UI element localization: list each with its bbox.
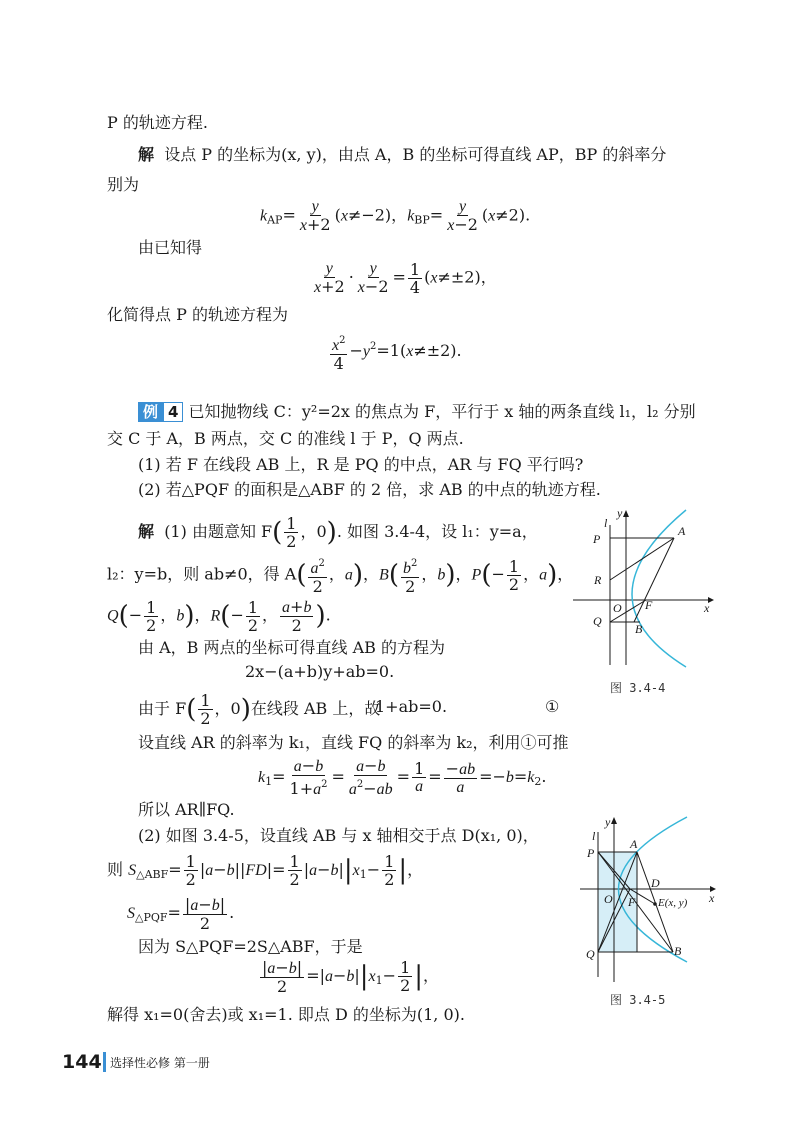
points-line2: Q(− $\frac{1}{2}$ ，b)，R(− $\frac{1}{2}$ ， $\frac{a+b}{2}$ ). <box>107 597 331 635</box>
svg-text:O: O <box>604 892 613 906</box>
example-badge: 例 <box>138 402 163 422</box>
y-axis-arrow <box>623 510 629 517</box>
svg-text:B: B <box>674 944 682 958</box>
points-lead: l₂：y=b，则 ab≠0，得 A <box>107 564 297 584</box>
solution-line1b: 别为 <box>107 175 140 194</box>
since-tail: 在线段 AB 上，故 <box>250 699 381 718</box>
locus-formula: $\frac{x^2}{4}$ $-y^2=1(x\ne\pm 2)$. <box>328 330 462 372</box>
svg-text:E(x, y): E(x, y) <box>658 897 688 909</box>
slope-derivation: $k_1=$ $\frac{a-b}{1+a^2}$ = $\frac{a-b}{a^2-ab}$ = $\frac{1}{a}$ = $\frac{-ab}{a}$ $=-b=k_2$. <box>258 756 547 798</box>
solution-text: 设点 P 的坐标为(x, y)，由点 A，B 的坐标可得直线 AP，BP 的斜率分 <box>164 145 667 164</box>
figure-3-4-5 <box>575 812 725 987</box>
solution-line1 <box>138 145 666 165</box>
svg-text:A: A <box>678 524 686 538</box>
simplify-line: 化简得点 P 的轨迹方程为 <box>107 305 288 324</box>
y-axis-arrow-2 <box>611 817 617 824</box>
equation-marker-1: ① <box>545 697 560 716</box>
footer-divider <box>103 1052 106 1072</box>
figure-3-4-4-caption: 图 3.4-4 <box>610 681 666 695</box>
solution-keyword-2: 解 <box>138 522 155 541</box>
solution-part1-lead: (1) 由题意知 F <box>164 522 273 541</box>
solution-part1-tail: . 如图 3.4-4，设 l₁：y=a， <box>336 522 538 541</box>
book-title: 选择性必修 第一册 <box>110 1056 210 1070</box>
figure-3-4-4 <box>568 505 718 670</box>
svg-text:F: F <box>645 598 653 612</box>
since-line: 由于 F( $\frac{1}{2}$ ，0)在线段 AB 上，故 <box>138 691 381 728</box>
svg-text:R: R <box>594 573 602 587</box>
svg-text:B: B <box>635 622 643 636</box>
svg-text:F: F <box>628 895 636 909</box>
svg-text:l: l <box>604 516 608 530</box>
points-line1: l₂：y=b，则 ab≠0，得 A( $\frac{a^2}{2}$ ，a)，B( $\frac{b^2}{2}$ ，b)，P(− $\frac{1}{2}$ ，a)， <box>107 556 574 596</box>
area-pqf: $S_{\triangle PQF}=$ $\frac{|a-b|}{2}$ . <box>127 894 235 933</box>
since-lead: 由于 F <box>138 699 187 718</box>
svg-text:O: O <box>613 601 622 615</box>
svg-text:x: x <box>704 601 710 615</box>
intro-line0: P 的轨迹方程. <box>107 113 208 132</box>
svg-text:y: y <box>605 815 611 829</box>
solution-keyword: 解 <box>138 145 155 164</box>
example-statement-2: 交 C 于 A，B 两点，交 C 的准线 l 于 P，Q 两点. <box>107 429 464 448</box>
because-line: 因为 S△PQF=2S△ABF，于是 <box>138 937 363 956</box>
example-header <box>138 402 696 422</box>
example-statement-1: 已知抛物线 C：y²=2x 的焦点为 F，平行于 x 轴的两条直线 l₁，l₂ 分别 <box>188 402 696 421</box>
question-2: (2) 若△PQF 的面积是△ABF 的 2 倍，求 AB 的中点的轨迹方程. <box>138 480 601 499</box>
then-word: 则 <box>107 860 124 879</box>
part2-line: (2) 如图 3.4-5，设直线 AB 与 x 轴相交于点 D(x₁, 0)， <box>138 826 539 845</box>
figure-3-4-5-caption: 图 3.4-5 <box>610 993 666 1007</box>
conclusion-line: 所以 AR∥FQ. <box>138 800 235 819</box>
product-formula: $\frac{y}{x+2}$ · $\frac{y}{x-2}$ = $\frac{1}{4}$ (x≠±2)， <box>314 259 497 297</box>
example-number: 4 <box>163 402 183 422</box>
svg-text:P: P <box>587 846 595 860</box>
solve-line: 解得 x₁=0(舍去)或 x₁=1. 即点 D 的坐标为(1, 0). <box>107 1005 465 1024</box>
solution-part1-line1: 解 (1) 由题意知 F( $\frac{1}{2}$ ，0). 如图 3.4-4，设 l₁：y=a， <box>138 514 538 551</box>
slope-line: 设直线 AR 的斜率为 k₁，直线 FQ 的斜率为 k₂，利用①可推 <box>138 733 569 752</box>
svg-text:D: D <box>651 876 660 890</box>
line-ab-intro: 由 A，B 两点的坐标可得直线 AB 的方程为 <box>138 638 445 657</box>
svg-text:Q: Q <box>593 614 602 628</box>
svg-text:P: P <box>593 532 601 546</box>
point-e <box>653 902 657 906</box>
slopes-formula: $k_{AP}=$ $\frac{y}{x+2}$ (x≠−2)，$k_{BP}=$ $\frac{y}{x-2}$ (x≠2). <box>260 198 531 234</box>
known-line: 由已知得 <box>138 238 203 257</box>
line-ab-equation: 2x−(a+b)y+ab=0. <box>245 662 395 681</box>
page-number: 144 <box>62 1051 102 1073</box>
svg-text:x: x <box>709 891 715 905</box>
svg-text:Q: Q <box>586 947 595 961</box>
question-1: (1) 若 F 在线段 AB 上，R 是 PQ 的中点，AR 与 FQ 平行吗? <box>138 455 584 474</box>
area-equation: $\frac{|a-b|}{2}$ $=|a-b||x_1-$ $\frac{1}{2}$ |， <box>262 957 440 996</box>
svg-text:A: A <box>630 837 638 851</box>
area-abf: 则 $S_{\triangle ABF}=$ $\frac{1}{2}$ |a−b||FD|= $\frac{1}{2}$ $|a-b||x_1-$ $\frac{1}{2}$ |， <box>107 852 424 889</box>
svg-text:l: l <box>592 829 596 843</box>
svg-text:y: y <box>617 506 623 520</box>
since-equation: 1+ab=0. <box>375 697 448 716</box>
